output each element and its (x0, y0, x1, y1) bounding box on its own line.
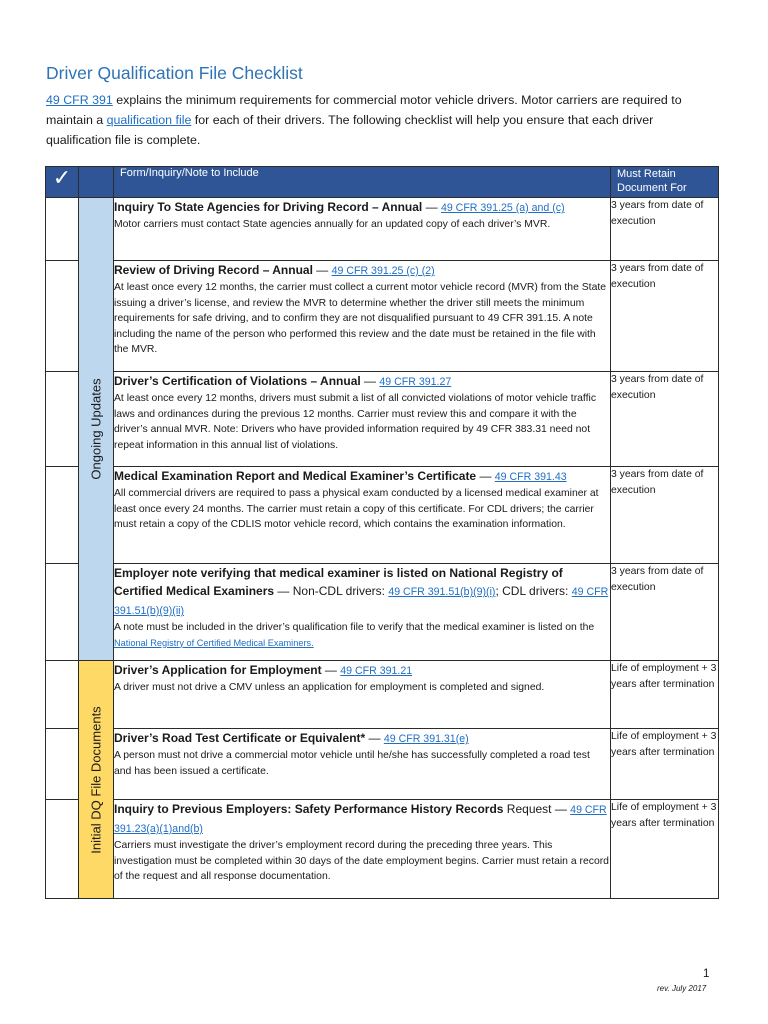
item-title: Inquiry To State Agencies for Driving Record – Annual (114, 200, 423, 214)
checkbox[interactable] (46, 564, 79, 661)
dash: — (274, 584, 293, 598)
retain-column-header: Must Retain Document For (611, 167, 719, 198)
retention-period: 3 years from date of execution (611, 261, 719, 372)
cfr-link[interactable]: 49 CFR 391.23(a)(1)and(b) (114, 804, 607, 835)
item-description: Motor carriers must contact State agencies annually for an updated copy of each driver’s MVR. (114, 219, 551, 230)
checklist-item (114, 729, 611, 800)
checkbox[interactable] (46, 661, 79, 729)
item-description-text: A note must be included in the driver’s qualification file to verify that the medical examiner is listed on the (114, 622, 595, 633)
item-title-plain: Request (503, 802, 552, 816)
cdl-label: ; CDL drivers: (495, 584, 572, 598)
item-description (114, 620, 610, 651)
cfr-link[interactable]: 49 CFR 391.43 (494, 471, 567, 483)
page-number: 1 (703, 968, 710, 980)
item-description: A person must not drive a commercial motor vehicle until he/she has successfully completed a road test and has been issued a certificate. (114, 750, 590, 777)
checklist-item (114, 467, 611, 564)
checkbox[interactable] (46, 261, 79, 372)
item-description: A driver must not drive a CMV unless an application for employment is completed and signed. (114, 682, 545, 693)
dash: — (321, 663, 341, 677)
item-title: Driver’s Certification of Violations – Annual (114, 374, 361, 388)
retention-period: Life of employment + 3 years after termination (611, 729, 719, 800)
checklist-item (114, 198, 611, 261)
cfr-link[interactable]: 49 CFR 391.31(e) (383, 733, 469, 745)
item-description: All commercial drivers are required to pass a physical exam conducted by a licensed medical examiner at least once every 24 months. The carrier must retain a copy of this certificate. For CDL drivers; the carrier must retain a copy of the CDLIS motor vehicle record, which contains the examination information. (114, 488, 599, 531)
category-label: Initial DQ File Documents (88, 705, 104, 854)
table-row (46, 372, 719, 467)
table-row (46, 564, 719, 661)
table-row (46, 467, 719, 564)
checkbox[interactable] (46, 467, 79, 564)
checklist-table (45, 166, 719, 899)
dash: — (476, 469, 495, 483)
table-row (46, 198, 719, 261)
cfr-link[interactable]: 49 CFR 391.25 (a) and (c) (440, 202, 565, 214)
table-row (46, 661, 719, 729)
retention-period: 3 years from date of execution (611, 198, 719, 261)
checkbox[interactable] (46, 198, 79, 261)
item-title: Medical Examination Report and Medical Examiner’s Certificate (114, 469, 477, 483)
retention-period: Life of employment + 3 years after termination (611, 800, 719, 899)
table-row (46, 729, 719, 800)
dash: — (422, 200, 441, 214)
item-title: Employer note verifying that medical examiner is listed on National Registry of Certified Medical Examiners (114, 566, 563, 598)
dash: — (312, 263, 332, 277)
intro-text-1: explains the minimum requirements for commercial motor vehicle drivers. Motor carriers are required to maintain a (46, 93, 682, 127)
noncdl-cfr-link[interactable]: 49 CFR 391.51(b)(9)(i) (388, 586, 496, 598)
noncdl-label: Non-CDL drivers: (292, 584, 389, 598)
table-header-row (46, 167, 719, 198)
item-description: At least once every 12 months, the carrier must collect a current motor vehicle record (MVR) from the State issuing a driver’s license, and review the MVR to determine whether the driver still meets the minimum requirements for safe driving, and to confirm they are not disqualified pursuant to 49 CFR 391.15. A note including the name of the person who performed this review and the date must be retained in the file with the MVR. (114, 282, 607, 356)
checklist-item (114, 564, 611, 661)
category-header (79, 167, 114, 198)
dash: — (365, 731, 384, 745)
category-initial-dq-file (79, 661, 114, 899)
dash: — (551, 802, 571, 816)
checklist-item (114, 800, 611, 899)
checklist-item (114, 372, 611, 467)
checkbox[interactable] (46, 800, 79, 899)
table-row (46, 800, 719, 899)
qualification-file-link[interactable]: qualification file (106, 113, 192, 127)
category-label: Ongoing Updates (88, 378, 104, 480)
table-row (46, 261, 719, 372)
intro-text-2: for each of their drivers. The following checklist will help you ensure that each driver qualification file is complete. (46, 113, 654, 147)
intro-paragraph (46, 90, 718, 150)
item-title: Driver’s Road Test Certificate or Equivalent* (114, 731, 366, 745)
retention-period: Life of employment + 3 years after termination (611, 661, 719, 729)
dash: — (360, 374, 380, 388)
cfr-391-link[interactable]: 49 CFR 391 (46, 93, 113, 107)
revision-date: rev. July 2017 (657, 984, 707, 993)
item-title: Review of Driving Record – Annual (114, 263, 313, 277)
cfr-link[interactable]: 49 CFR 391.21 (340, 665, 413, 677)
retention-period: 3 years from date of execution (611, 372, 719, 467)
national-registry-link[interactable]: National Registry of Certified Medical Examiners. (114, 637, 314, 648)
category-ongoing-updates (79, 198, 114, 661)
cfr-link[interactable]: 49 CFR 391.27 (379, 376, 452, 388)
retention-period: 3 years from date of execution (611, 467, 719, 564)
cdl-cfr-link[interactable]: 49 CFR 391.51(b)(9)(ii) (114, 586, 609, 617)
retention-period: 3 years from date of execution (611, 564, 719, 661)
checklist-item (114, 661, 611, 729)
page-title: Driver Qualification File Checklist (46, 63, 303, 83)
item-description: At least once every 12 months, drivers must submit a list of all convicted violations of motor vehicle traffic laws and ordinances during the previous 12 months. Carrier must review this and compare it with the driver’s annual MVR. Note: Drivers who have provided information required by 49 CFR 383.31 need not repeat information in this annual list of violations. (114, 393, 597, 451)
item-title: Inquiry to Previous Employers: Safety Performance History Records (114, 802, 504, 816)
checklist-item (114, 261, 611, 372)
item-description: Carriers must investigate the driver’s employment record during the preceding three years. This investigation must be completed within 30 days of the date employment begins. Carrier must retain a record of the request and all response documentation. (114, 840, 609, 883)
checkbox[interactable] (46, 372, 79, 467)
item-title: Driver’s Application for Employment (114, 663, 322, 677)
cfr-link[interactable]: 49 CFR 391.25 (c) (2) (331, 265, 435, 277)
form-column-header: Form/Inquiry/Note to Include (114, 167, 611, 198)
checkbox[interactable] (46, 729, 79, 800)
checkmark-icon: ✓ (46, 167, 79, 198)
